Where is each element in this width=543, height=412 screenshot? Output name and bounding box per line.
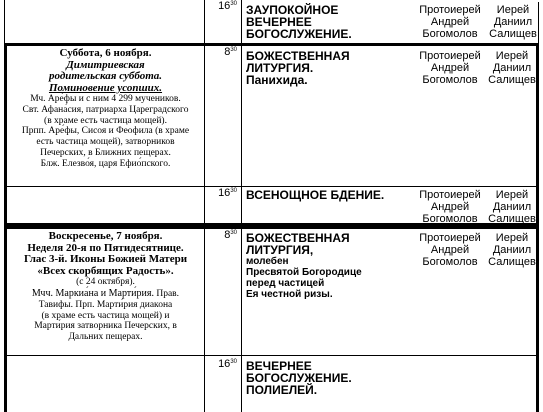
- day-cell-spacer: [7, 186, 204, 223]
- day-description-sunday: [7, 229, 204, 355]
- service-name: [241, 355, 412, 412]
- service-time: [204, 46, 241, 186]
- priest-surname: Богомолов: [422, 256, 478, 268]
- service-name: [241, 229, 412, 355]
- day-description-saturday: [7, 46, 204, 186]
- service-detail: перед частицей: [246, 278, 325, 289]
- time-hours: 8: [224, 229, 231, 241]
- priest-first-name: Даниил: [492, 201, 532, 213]
- priest-2: [488, 230, 536, 270]
- day-date: Воскресенье, 7 ноября.: [48, 230, 163, 242]
- service-line: Панихида.: [246, 73, 308, 87]
- priest-1: [412, 186, 488, 223]
- service-line: ЗАУПОКОЙНОЕ: [246, 3, 339, 17]
- service-name: [241, 46, 412, 186]
- priest-title: Иерей: [496, 4, 530, 16]
- service-time: [204, 229, 241, 355]
- service-line: БОЖЕСТВЕННАЯ: [246, 49, 350, 63]
- service-line: ЛИТУРГИЯ.: [246, 61, 314, 75]
- time-hours: 16: [218, 358, 231, 370]
- priest-title: Протоиерей: [419, 4, 481, 16]
- priest-surname: Салищев: [489, 28, 537, 40]
- service-line: ВЕЧЕРНЕЕ: [246, 15, 312, 29]
- service-detail: Ея честной ризы.: [246, 289, 333, 300]
- time-minutes: 30: [230, 230, 237, 236]
- priest-title: Иерей: [495, 232, 529, 244]
- priest-surname: Салищев: [488, 256, 536, 268]
- day-date: Суббота, 6 ноября.: [59, 47, 152, 59]
- saint-note: Дальних пещерах.: [68, 332, 143, 343]
- day-title-line: «Всех скорбящих Радость».: [37, 264, 174, 277]
- priest-first-name: Андрей: [430, 244, 470, 256]
- priest-1: [412, 230, 488, 270]
- service-time: [204, 186, 241, 223]
- saints-names: Мчч. Маркиа́на и Марти́рия.: [31, 287, 154, 299]
- priest-title: Протоиерей: [419, 189, 481, 201]
- priest-first-name: Даниил: [492, 244, 532, 256]
- priest-surname: Богомолов: [422, 74, 478, 86]
- saints-rest: Прав.: [153, 288, 180, 299]
- time-hours: 8: [224, 46, 231, 58]
- service-line: БОГОСЛУЖЕНИЕ.: [246, 371, 352, 385]
- service-line: БОЖЕСТВЕННАЯ: [246, 231, 350, 245]
- saint-note: Мч. Аре́фы и с ним 4 299 мучеников.: [30, 94, 181, 104]
- priest-first-name: Даниил: [492, 62, 532, 74]
- saint-note: (в храме есть частица мощей).: [44, 115, 167, 126]
- saints-line: [10, 288, 201, 300]
- service-line: БОГОСЛУЖЕНИЕ.: [246, 27, 352, 41]
- day-title-line: Димитриевская: [66, 58, 145, 71]
- saint-note: Прпп. Аре́фы, Сисоя и Феофила (в храме: [21, 126, 190, 137]
- priest-first-name: Андрей: [430, 62, 470, 74]
- day-cell-spacer: [7, 355, 204, 412]
- priest-title: Иерей: [495, 50, 529, 62]
- service-line: ПОЛИЕЛЕЙ.: [246, 383, 318, 397]
- service-line: ВЕЧЕРНЕЕ: [246, 359, 312, 373]
- saint-note: Марти́рия затворника Печерских, в: [34, 321, 177, 332]
- priest-2: [488, 48, 536, 88]
- service-name: [241, 186, 412, 223]
- saint-note: Свт. Афана́сия, патриарха Цареградского: [22, 104, 189, 115]
- day-title-line: Глас 3-й. Иконы Божией Матери: [23, 253, 188, 265]
- time-minutes: 30: [230, 188, 237, 194]
- saint-note: Блж. Елезво́я, царя Ефио́пского.: [40, 158, 171, 169]
- priest-first-name: Андрей: [430, 201, 470, 213]
- priest-title: Протоиерей: [419, 50, 481, 62]
- saint-note: Печерских, в Ближних пещерах.: [40, 147, 171, 158]
- priest-title: Иерей: [495, 189, 529, 201]
- service-detail: Пресвятой Богородице: [246, 267, 362, 278]
- time-minutes: 30: [230, 47, 237, 53]
- service-line: ЛИТУРГИЯ,: [246, 243, 314, 257]
- service-name: [241, 0, 412, 43]
- priest-1: [412, 2, 488, 45]
- service-time: [204, 0, 241, 43]
- service-line: ВСЕНОЩНОЕ БДЕНИЕ.: [246, 188, 385, 202]
- saint-note: Тавифы. Прп. Марти́рия диакона: [38, 299, 173, 310]
- priest-surname: Салищев: [488, 213, 536, 225]
- day-title-line: родительская суббота.: [48, 70, 163, 82]
- time-hours: 16: [218, 0, 231, 12]
- day-title-line: Поминовение усопших.: [48, 81, 163, 94]
- time-minutes: 30: [230, 359, 237, 365]
- time-hours: 16: [218, 187, 231, 199]
- priest-title: Протоиерей: [419, 232, 481, 244]
- saint-note: есть частица мощей), затворников: [36, 137, 175, 148]
- priest-1: [412, 48, 488, 88]
- priest-first-name: Андрей: [430, 16, 470, 28]
- clergy-cell-empty: [412, 355, 536, 412]
- service-time: [204, 355, 241, 412]
- day-date-note: (с 24 октября).: [76, 277, 135, 287]
- priest-2: [488, 2, 539, 43]
- day-title-line: Неделя 20-я по Пятидесятнице.: [27, 241, 184, 254]
- priest-2: [488, 186, 536, 223]
- priest-first-name: Даниил: [493, 16, 533, 28]
- priest-surname: Салищев: [488, 74, 536, 86]
- time-minutes: 30: [230, 1, 237, 7]
- day-cell-empty-top: [4, 0, 204, 43]
- priest-surname: Богомолов: [422, 213, 478, 225]
- service-detail: молебен: [246, 256, 289, 267]
- priest-surname: Богомолов: [422, 28, 478, 40]
- saint-note: (в храме есть частица мощей) и: [41, 310, 170, 321]
